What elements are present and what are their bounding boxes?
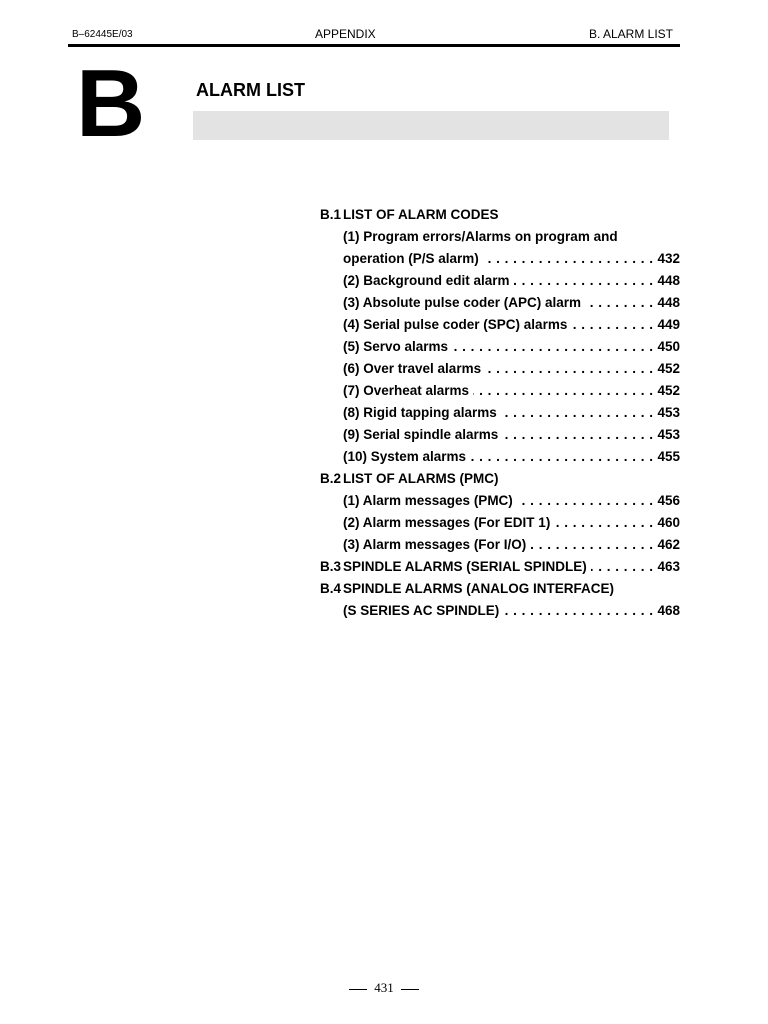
section-title: LIST OF ALARMS (PMC) (343, 471, 499, 486)
toc-entry (320, 600, 680, 622)
toc-entry-text: operation (P/S alarm) (343, 251, 479, 266)
toc-entry-text: (8) Rigid tapping alarms (343, 405, 497, 420)
toc-page-number: 450 (657, 339, 680, 354)
toc-section-b4 (320, 578, 680, 600)
toc-entry (320, 402, 680, 424)
toc-page-number: 448 (657, 273, 680, 288)
header-rule (68, 44, 680, 47)
header-appendix: APPENDIX (315, 27, 376, 41)
toc-entry (320, 424, 680, 446)
section-title: LIST OF ALARM CODES (343, 207, 499, 222)
toc-page-number: 448 (657, 295, 680, 310)
toc-entry-text: (4) Serial pulse coder (SPC) alarms (343, 317, 568, 332)
toc-entry (320, 534, 680, 556)
toc-entry-text: (3) Alarm messages (For I/O) (343, 537, 527, 552)
toc-entry (320, 490, 680, 512)
title-band (193, 111, 669, 140)
footer-dash-left (349, 989, 367, 990)
toc-entry (320, 358, 680, 380)
toc-entry (320, 380, 680, 402)
toc-page-number: 456 (657, 493, 680, 508)
toc-entry (320, 226, 680, 248)
toc-entry (320, 336, 680, 358)
table-of-contents (320, 204, 680, 622)
toc-entry-text: (2) Alarm messages (For EDIT 1) (343, 515, 551, 530)
chapter-title: ALARM LIST (196, 80, 305, 100)
footer-dash-right (401, 989, 419, 990)
toc-entry-text: (10) System alarms (343, 449, 467, 464)
section-title: SPINDLE ALARMS (ANALOG INTERFACE) (343, 581, 614, 596)
section-number: B.1 (320, 207, 342, 222)
toc-entry-text: (5) Servo alarms (343, 339, 449, 354)
page-number: 431 (374, 980, 394, 995)
toc-page-number: 463 (657, 559, 680, 574)
section-title: SPINDLE ALARMS (SERIAL SPINDLE) (343, 559, 587, 574)
chapter-letter: B (76, 50, 146, 157)
toc-section-b2 (320, 468, 680, 490)
toc-entry (320, 270, 680, 292)
document-code: B–62445E/03 (72, 29, 133, 40)
page-footer (0, 980, 768, 996)
toc-page-number: 460 (657, 515, 680, 530)
toc-section-b1 (320, 204, 680, 226)
toc-page-number: 453 (657, 427, 680, 442)
toc-entry-text: (3) Absolute pulse coder (APC) alarm (343, 295, 582, 310)
toc-page-number: 432 (657, 251, 680, 266)
toc-entry-text: (7) Overheat alarms (343, 383, 470, 398)
toc-page-number: 449 (657, 317, 680, 332)
toc-entry (320, 292, 680, 314)
toc-entry-text: (S SERIES AC SPINDLE) (343, 603, 500, 618)
toc-page-number: 468 (657, 603, 680, 618)
toc-section-b3 (320, 556, 680, 578)
section-number: B.4 (320, 581, 342, 596)
toc-entry-text: (9) Serial spindle alarms (343, 427, 499, 442)
toc-page-number: 453 (657, 405, 680, 420)
section-number: B.3 (320, 559, 342, 574)
toc-page-number: 455 (657, 449, 680, 464)
toc-entry (320, 512, 680, 534)
toc-entry-text: (1) Program errors/Alarms on program and (343, 229, 618, 244)
toc-entry-text: (1) Alarm messages (PMC) (343, 493, 513, 508)
toc-entry (320, 446, 680, 468)
toc-entry-text: (6) Over travel alarms (343, 361, 482, 376)
toc-page-number: 452 (657, 383, 680, 398)
toc-page-number: 452 (657, 361, 680, 376)
toc-entry (320, 314, 680, 336)
section-number: B.2 (320, 471, 342, 486)
toc-entry (320, 248, 680, 270)
toc-page-number: 462 (657, 537, 680, 552)
toc-entry-text: (2) Background edit alarm (343, 273, 510, 288)
header-section: B. ALARM LIST (588, 27, 673, 41)
